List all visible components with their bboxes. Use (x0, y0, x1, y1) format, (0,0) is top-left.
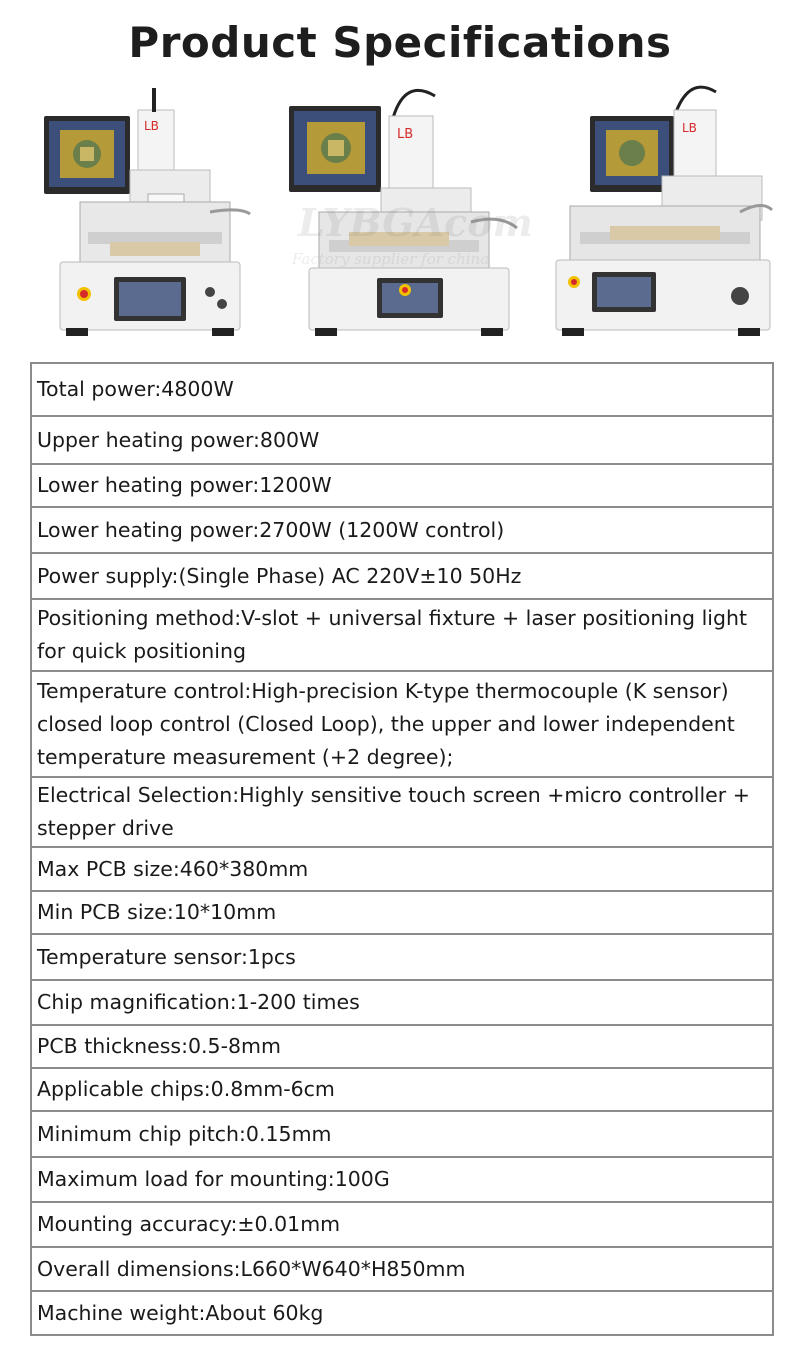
svg-text:LB: LB (397, 127, 414, 142)
table-row (31, 1247, 773, 1291)
product-image-front (40, 82, 255, 342)
spec-cell: Maximum load for mounting:100G (31, 1157, 773, 1202)
table-row (31, 1157, 773, 1202)
table-row (31, 847, 773, 891)
table-row (31, 1068, 773, 1111)
spec-cell: Mounting accuracy:±0.01mm (31, 1202, 773, 1247)
table-row (31, 553, 773, 599)
table-row (31, 363, 773, 416)
table-row (31, 1202, 773, 1247)
spec-cell: Max PCB size:460*380mm (31, 847, 773, 891)
spec-cell: Lower heating power:1200W (31, 464, 773, 507)
table-row (31, 777, 773, 847)
table-row (31, 671, 773, 777)
table-row (31, 891, 773, 934)
table-row (31, 507, 773, 553)
spec-cell: Temperature control:High-precision K-type thermocouple (K sensor) closed loop control (Closed Loop), the upper and lower independent temperature measurement (+2 degree); (31, 671, 773, 777)
product-image-row (30, 82, 775, 344)
spec-cell: Positioning method:V-slot + universal fixture + laser positioning light for quick positioning (31, 599, 773, 671)
spec-cell: Upper heating power:800W (31, 416, 773, 464)
spec-cell: Applicable chips:0.8mm-6cm (31, 1068, 773, 1111)
table-row (31, 934, 773, 980)
table-row (31, 980, 773, 1025)
table-row (31, 1291, 773, 1335)
spec-table (30, 362, 774, 1336)
spec-cell: Power supply:(Single Phase) AC 220V±10 50Hz (31, 553, 773, 599)
table-row (31, 464, 773, 507)
page-title: Product Specifications (128, 18, 672, 67)
spec-cell: Lower heating power:2700W (1200W control) (31, 507, 773, 553)
spec-cell: Electrical Selection:Highly sensitive touch screen +micro controller + stepper drive (31, 777, 773, 847)
svg-text:LB: LB (144, 119, 159, 133)
table-row (31, 416, 773, 464)
spec-cell: Chip magnification:1-200 times (31, 980, 773, 1025)
table-row (31, 599, 773, 671)
table-row (31, 1111, 773, 1157)
spec-cell: Total power:4800W (31, 363, 773, 416)
spec-cell: Overall dimensions:L660*W640*H850mm (31, 1247, 773, 1291)
spec-cell: Machine weight:About 60kg (31, 1291, 773, 1335)
spec-cell: Min PCB size:10*10mm (31, 891, 773, 934)
spec-cell: Temperature sensor:1pcs (31, 934, 773, 980)
spec-cell: PCB thickness:0.5-8mm (31, 1025, 773, 1068)
spec-cell: Minimum chip pitch:0.15mm (31, 1111, 773, 1157)
product-image-angle-right (530, 82, 775, 342)
svg-text:LB: LB (682, 121, 697, 135)
product-image-angle-left (285, 82, 525, 342)
table-row (31, 1025, 773, 1068)
